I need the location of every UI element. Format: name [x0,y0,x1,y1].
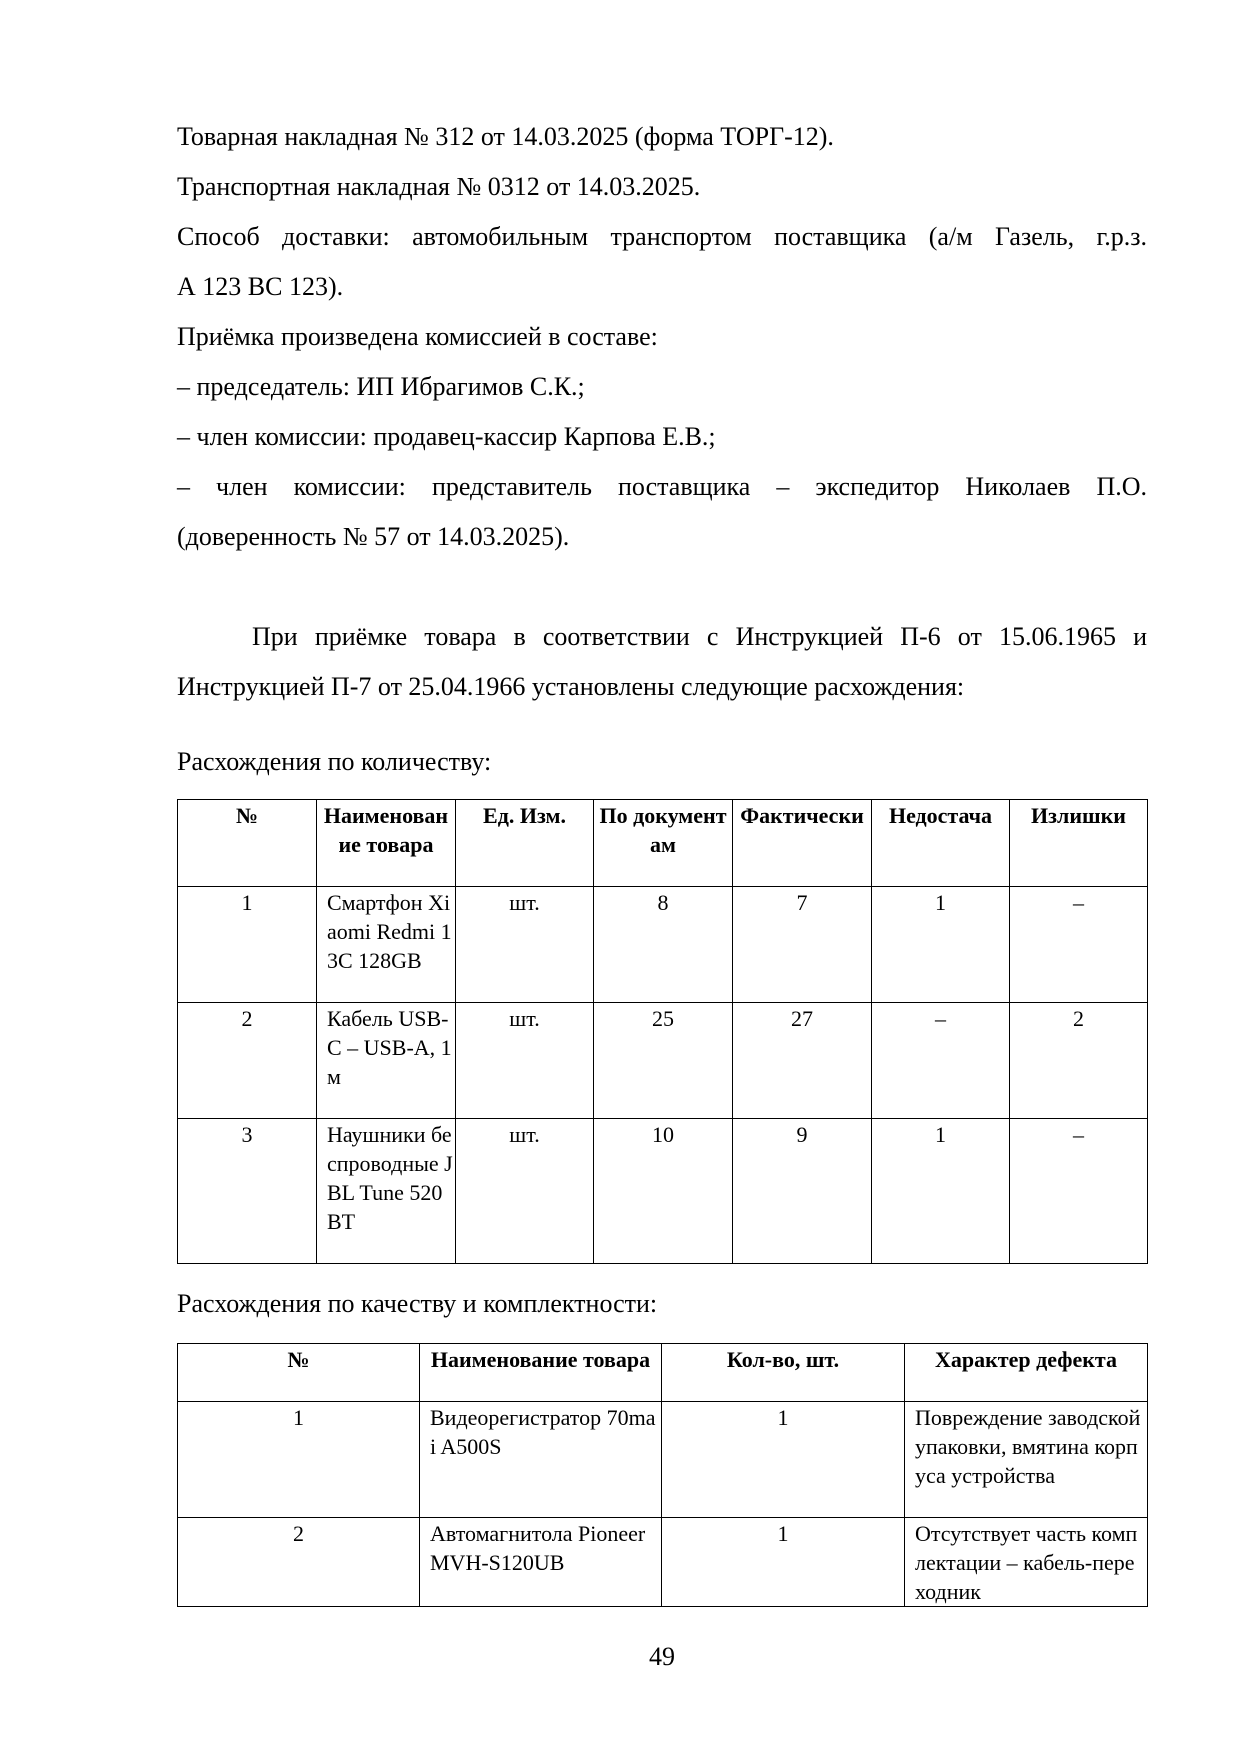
quantity-section-title: Расхождения по количеству: [177,747,492,776]
table-cell: 1 [662,1402,905,1518]
header-cell: Наименование товара [420,1344,662,1402]
commission-member-supplier-line: – член комиссии: представитель поставщика – экспедитор Николаев П.О. [177,472,1147,501]
table-cell: Наушники беспроводные JBL Tune 520BT [317,1119,456,1264]
table-cell: 7 [733,887,872,1003]
commission-intro-line: Приёмка произведена комиссией в составе: [177,322,658,351]
paragraph-line-2: Инструкцией П-7 от 25.04.1966 установлены следующие расхождения: [177,672,965,701]
table-header-row [178,800,1148,887]
table-row [178,887,1148,1003]
page-number: 49 [649,1642,675,1671]
header-cell: Характер дефекта [905,1344,1148,1402]
quality-section-title: Расхождения по качеству и комплектности: [177,1289,658,1318]
header-cell: По документам [594,800,733,887]
table-cell: Видеорегистратор 70mai A500S [420,1402,662,1518]
commission-member-line: – член комиссии: продавец-кассир Карпова Е.В.; [177,422,716,451]
header-cell: Недостача [872,800,1010,887]
table-row [178,1119,1148,1264]
header-cell: Излишки [1010,800,1148,887]
table-cell: шт. [456,1003,594,1119]
table-cell: Отсутствует часть комплектации – кабель-переходник [905,1518,1148,1607]
table-header-row [178,1344,1148,1402]
table-cell: 1 [178,887,317,1003]
table-row [178,1518,1148,1607]
quantity-discrepancy-table [177,799,1148,1264]
table-cell: Кабель USB-C – USB-A, 1 м [317,1003,456,1119]
header-cell: № [178,800,317,887]
waybill-line: Товарная накладная № 312 от 14.03.2025 (форма ТОРГ-12). [177,122,834,151]
power-of-attorney-line: (доверенность № 57 от 14.03.2025). [177,522,570,551]
table-cell: 27 [733,1003,872,1119]
table-cell: – [1010,1119,1148,1264]
table-row [178,1402,1148,1518]
header-cell: Кол-во, шт. [662,1344,905,1402]
header-cell: Наименование товара [317,800,456,887]
header-cell: № [178,1344,420,1402]
table-row [178,1003,1148,1119]
quality-discrepancy-table [177,1343,1148,1607]
document-page [177,0,1147,1754]
table-cell: 2 [1010,1003,1148,1119]
table-cell: 1 [662,1518,905,1607]
table-cell: 1 [872,887,1010,1003]
delivery-method-line: Способ доставки: автомобильным транспортом поставщика (а/м Газель, г.р.з. [177,222,1147,251]
table-cell: 1 [178,1402,420,1518]
table-cell: 10 [594,1119,733,1264]
transport-waybill-line: Транспортная накладная № 0312 от 14.03.2025. [177,172,701,201]
table-cell: 2 [178,1003,317,1119]
header-cell: Фактически [733,800,872,887]
table-cell: – [1010,887,1148,1003]
table-cell: – [872,1003,1010,1119]
table-cell: Смартфон Xiaomi Redmi 13C 128GB [317,887,456,1003]
table-cell: 1 [872,1119,1010,1264]
delivery-vehicle-line: А 123 ВС 123). [177,272,344,301]
table-cell: Автомагнитола Pioneer MVH-S120UB [420,1518,662,1607]
table-cell: 8 [594,887,733,1003]
table-cell: Повреждение заводской упаковки, вмятина корпуса устройства [905,1402,1148,1518]
header-cell: Ед. Изм. [456,800,594,887]
paragraph-line-1: При приёмке товара в соответствии с Инструкцией П-6 от 15.06.1965 и [252,622,1147,651]
table-cell: 2 [178,1518,420,1607]
table-cell: 9 [733,1119,872,1264]
table-cell: шт. [456,1119,594,1264]
table-cell: шт. [456,887,594,1003]
commission-chairman-line: – председатель: ИП Ибрагимов С.К.; [177,372,585,401]
table-cell: 3 [178,1119,317,1264]
table-cell: 25 [594,1003,733,1119]
